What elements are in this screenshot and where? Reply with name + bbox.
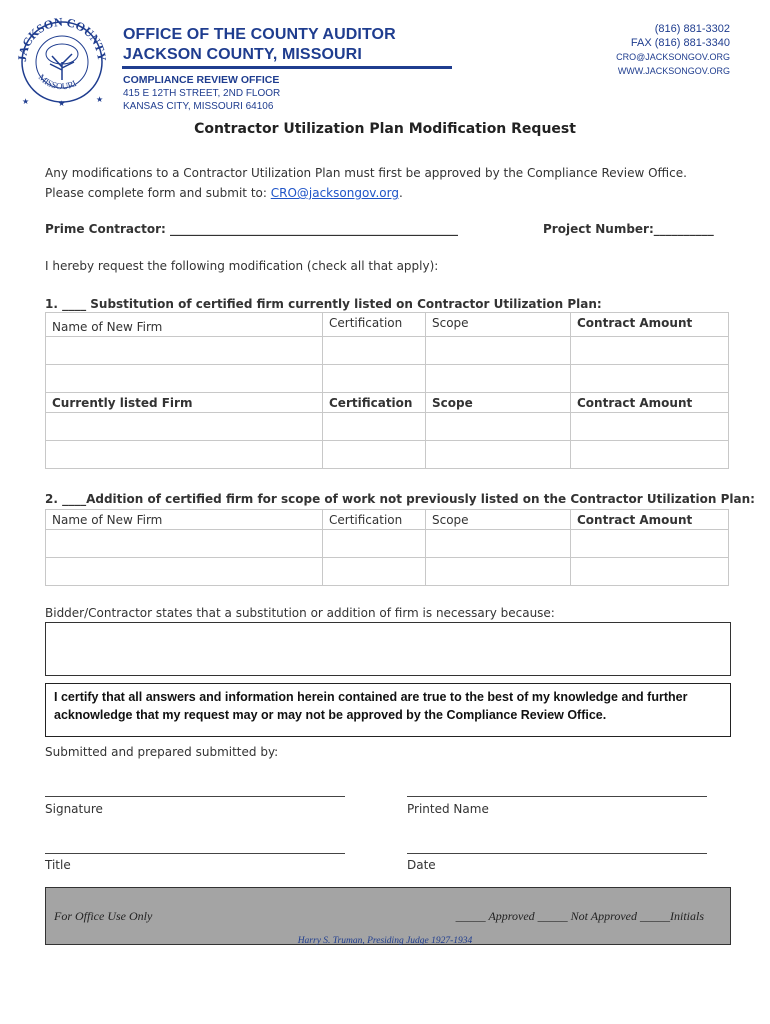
input-cell[interactable] [571,413,729,441]
address-line-2: KANSAS CITY, MISSOURI 64106 [123,101,274,112]
fax-number: FAX (816) 881-3340 [630,37,730,49]
input-cell[interactable] [571,441,729,469]
form-title: Contractor Utilization Plan Modification Request [194,121,576,137]
col-header-scope: Scope [426,510,571,530]
office-line-1: OFFICE OF THE COUNTY AUDITOR [123,26,396,43]
footer-note: Harry S. Truman, Presiding Judge 1927-1934 [297,936,473,946]
col-header-current-firm: Currently listed Firm [46,393,323,413]
title-label: Title [45,858,71,872]
input-cell[interactable] [426,337,571,365]
input-cell[interactable] [46,365,323,393]
seal-text-bottom: MISSOURI [36,72,78,92]
table-row [46,441,729,469]
col-header-scope: Scope [426,313,571,337]
input-cell[interactable] [323,413,426,441]
input-cell[interactable] [426,441,571,469]
svg-text:★: ★ [22,97,30,106]
office-title [123,25,396,65]
office-use-label: For Office Use Only [54,909,153,923]
intro-end: . [398,186,403,200]
input-cell[interactable] [323,337,426,365]
col-header-certification: Certification [323,313,426,337]
seal-text-top: JACKSON COUNTY [14,14,110,63]
input-cell[interactable] [46,441,323,469]
col-header-amount: Contract Amount [571,393,729,413]
col-header-certification: Certification [323,510,426,530]
header-rule [122,66,452,69]
col-header-amount: Contract Amount [571,510,729,530]
department-name: COMPLIANCE REVIEW OFFICE [123,74,280,86]
website-url: WWW.JACKSONGOV.ORG [617,66,730,76]
input-cell[interactable] [323,365,426,393]
col-header-scope: Scope [426,393,571,413]
email-link[interactable]: CRO@jacksongov.org [270,186,399,200]
prime-contractor-field[interactable]: Prime Contractor: ________________________________________________ [45,222,458,236]
certification-statement: I certify that all answers and information herein contained are true to the best of my knowledge and further acknowledge that my request may or may not be approved by the Compliance Review Office. [45,683,731,737]
request-instruction: I hereby request the following modification (check all that apply): [45,259,439,273]
phone-number: (816) 881-3302 [654,23,730,35]
project-number-field[interactable]: Project Number:__________ [543,222,714,236]
reason-textbox[interactable] [45,622,731,676]
input-cell[interactable] [571,558,729,586]
col-header-certification: Certification [323,393,426,413]
input-cell[interactable] [46,413,323,441]
address-line-1: 415 E 12TH STREET, 2ND FLOOR [123,88,281,99]
intro-text: Any modifications to a Contractor Utilization Plan must first be approved by the Compliance Review Office. Please complete form and submit to: [45,166,687,200]
input-cell[interactable] [426,558,571,586]
table-row [46,365,729,393]
date-label: Date [407,858,436,872]
table-row [46,413,729,441]
title-line[interactable] [45,853,345,854]
input-cell[interactable] [426,413,571,441]
addition-table [45,509,729,586]
input-cell[interactable] [571,337,729,365]
col-header-name: Name of New Firm [46,313,323,337]
table-row [46,337,729,365]
date-line[interactable] [407,853,707,854]
contact-block [616,22,730,78]
table-header-row [46,313,729,337]
input-cell[interactable] [571,530,729,558]
section-2-heading[interactable]: 2. ____Addition of certified firm for scope of work not previously listed on the Contractor Utilization Plan: [45,492,755,506]
table-row [46,558,729,586]
input-cell[interactable] [323,558,426,586]
input-cell[interactable] [426,530,571,558]
input-cell[interactable] [426,365,571,393]
substitution-table [45,312,729,469]
table-row [46,530,729,558]
approval-fields[interactable]: _____ Approved _____ Not Approved _____Initials [455,909,704,923]
svg-text:★: ★ [96,95,104,104]
printed-name-label: Printed Name [407,802,489,816]
input-cell[interactable] [46,530,323,558]
input-cell[interactable] [323,441,426,469]
input-cell[interactable] [323,530,426,558]
signature-line[interactable] [45,796,345,797]
reason-label: Bidder/Contractor states that a substitution or addition of firm is necessary because: [45,606,555,620]
col-header-name: Name of New Firm [46,510,323,530]
input-cell[interactable] [571,365,729,393]
input-cell[interactable] [46,558,323,586]
county-seal-logo [12,12,112,108]
table-header-row [46,393,729,413]
printed-name-line[interactable] [407,796,707,797]
section-1-heading[interactable]: 1. ____ Substitution of certified firm currently listed on Contractor Utilization Plan: [45,297,602,311]
col-header-amount: Contract Amount [571,313,729,337]
svg-text:★: ★ [58,99,66,108]
signature-label: Signature [45,802,103,816]
input-cell[interactable] [46,337,323,365]
email-address: CRO@JACKSONGOV.ORG [616,52,730,62]
svg-text:JACKSON COUNTY [15,15,109,63]
svg-text:MISSOURI [37,72,78,91]
submitted-by-label: Submitted and prepared submitted by: [45,745,279,759]
office-line-2: JACKSON COUNTY, MISSOURI [123,46,362,63]
intro-paragraph [45,163,725,203]
table-header-row [46,510,729,530]
